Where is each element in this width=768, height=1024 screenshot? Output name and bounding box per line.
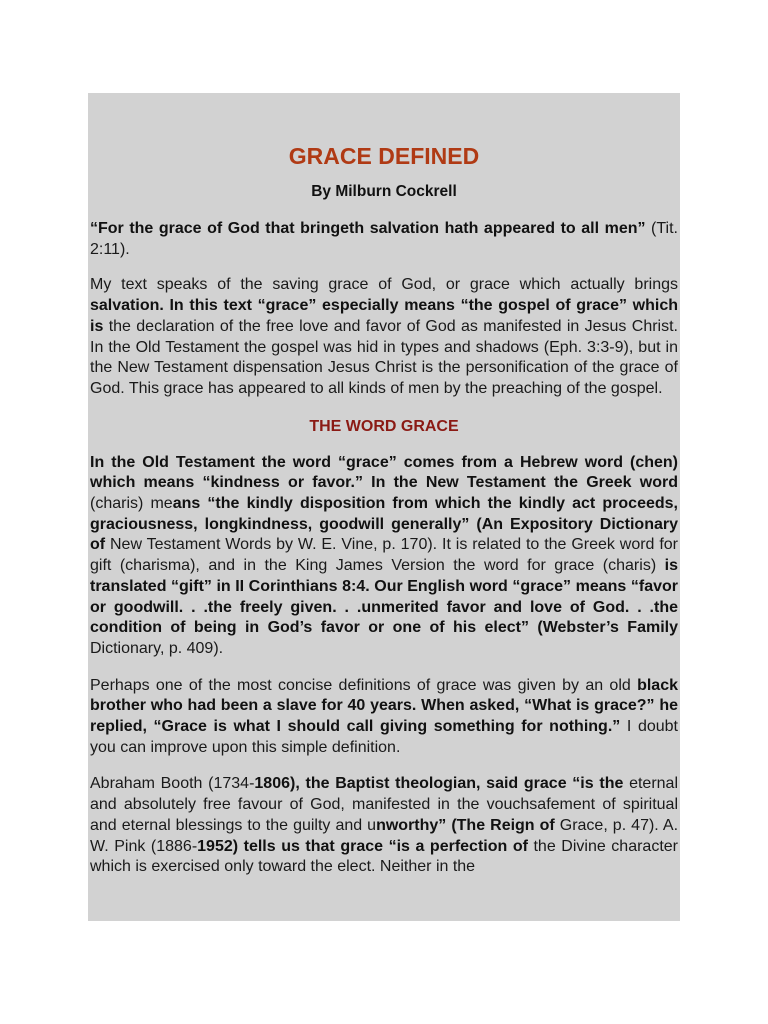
intro-text-2: salvation. In this text “grace” especially means “the gospel of grace” which is: [90, 297, 678, 335]
booth-text-4: nworthy” (The Reign of: [376, 816, 555, 834]
booth-text-6: 1952) tells us that grace “is a perfection of: [197, 837, 528, 855]
booth-text-7: the Divine character which is exercised only toward the elect. Neither in the: [90, 837, 678, 876]
booth-paragraph: [90, 774, 678, 878]
author-byline: By Milburn Cockrell: [311, 183, 457, 200]
booth-text-3: eternal and absolutely free favour of God, manifested in the vouchsafement of spiritual and eternal blessings to the guilty and u: [90, 775, 678, 834]
section-heading: THE WORD GRACE: [309, 417, 459, 435]
intro-text-3: the declaration of the free love and favor of God as manifested in Jesus Christ. In the Old Testament the gospel was hid in types and shadows (Eph. 3:3-9), but in the New Testament dispensation Jesus Christ is the personification of the grace of God. This grace has appeared to all kinds of men by the preaching of the gospel.: [90, 317, 678, 397]
definition-text-2: black brother who had been a slave for 40 years. When asked, “What is grace?” he replied, “Grace is what I should call giving something for nothing.”: [90, 676, 678, 736]
verse-reference: (Tit. 2:11).: [90, 220, 678, 258]
word-text-5: is translated “gift” in II Corinthians 8:4. Our English word “grace” means “favor or goodwill. . .the freely given. . .unmerited favor and love of God. . .the condition of being in God’s favor or one of his elect” (Webster’s Family: [90, 557, 678, 637]
word-text-6: Dictionary, p. 409).: [90, 639, 224, 657]
word-grace-paragraph: [90, 453, 678, 660]
booth-text-5: Grace, p. 47). A. W. Pink (1886-: [90, 816, 679, 855]
intro-text-1: My text speaks of the saving grace of God, or grace which actually brings: [90, 276, 678, 294]
word-text-2: (charis) me: [90, 495, 173, 513]
definition-text-3: I doubt you can improve upon this simple definition.: [90, 718, 678, 756]
intro-paragraph: [90, 275, 678, 399]
booth-text-2: 1806), the Baptist theologian, said grace “is the: [254, 775, 624, 793]
page-title: GRACE DEFINED: [288, 143, 480, 169]
word-text-4: New Testament Words by W. E. Vine, p. 170). It is related to the Greek word for gift (charisma), and in the King James Version the word for grace (charis): [90, 536, 678, 575]
booth-text-1: Abraham Booth (1734-: [90, 775, 255, 793]
word-text-3: ans “the kindly disposition from which the kindly act proceeds, graciousness, longkindness, goodwill generally” (An Expository Dictionary of: [90, 495, 678, 554]
definition-text-1: Perhaps one of the most concise definitions of grace was given by an old: [90, 676, 631, 694]
definition-paragraph: [90, 676, 678, 759]
document-page: [88, 93, 680, 921]
scripture-verse-paragraph: [90, 219, 678, 260]
word-text-1: In the Old Testament the word “grace” comes from a Hebrew word (chen) which means “kindness or favor.” In the New Testament the Greek word: [90, 453, 678, 492]
verse-quote: “For the grace of God that bringeth salvation hath appeared to all men”: [90, 220, 646, 237]
